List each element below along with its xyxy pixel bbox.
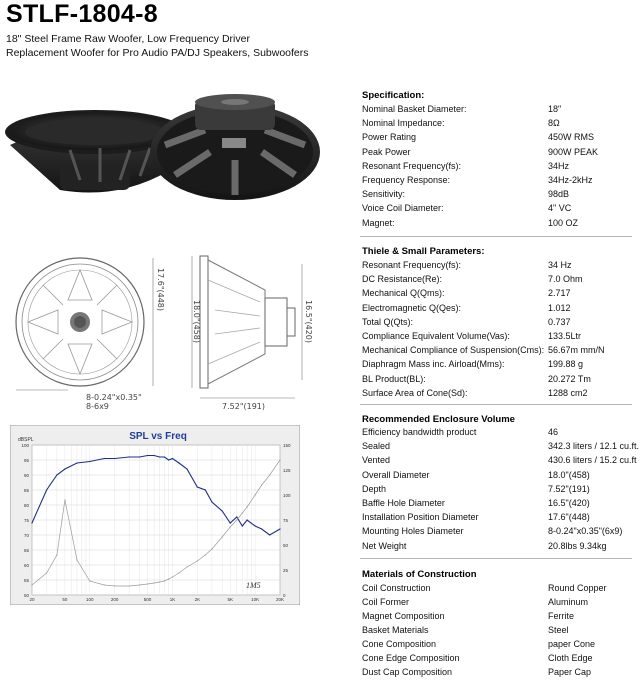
spec-label: Sensitivity: [362,189,406,200]
data-point-spl [236,516,237,517]
spec-value: 4" VC [548,203,572,214]
materials-row [362,639,637,653]
specification-heading: Specification: [362,90,425,101]
enclosure-row [362,455,637,469]
data-point-impedance [269,474,270,475]
thiele-small-row [362,359,637,373]
data-point-spl [104,458,105,459]
data-point-impedance [89,580,90,581]
spec-value: 342.3 liters / 12.1 cu.ft. [548,441,640,452]
spec-label: Resonant Frequency(fs): [362,260,462,270]
spec-value: 7.52"(191) [548,483,590,494]
thiele-small-row [362,303,637,317]
data-point-spl [56,474,57,475]
x-tick-label: 200 [110,597,119,602]
spec-value: 8-0.24"x0.35"(6x9) [548,526,623,537]
y-right-tick-label: 125 [283,468,291,473]
spec-value: 56.67m mm/N [548,345,605,356]
specification-row [362,218,637,232]
x-tick-label: 20 [29,597,35,602]
spec-value: 18.0"(458) [548,469,590,480]
spec-label: Peak Power [362,146,411,157]
spec-label: Coil Construction [362,583,431,593]
spec-label: Cone Composition [362,639,437,649]
spec-label: Resonant Frequency(fs): [362,160,462,171]
spec-label: Total Q(Qts): [362,316,414,327]
materials-row [362,667,637,681]
spec-label: Net Weight [362,540,407,551]
data-point-impedance [186,566,187,567]
thiele-small-row [362,317,637,331]
thiele-small-row [362,374,637,388]
data-point-impedance [31,584,32,585]
data-point-spl [247,519,248,520]
data-point-spl [242,525,243,526]
divider-2 [360,404,632,405]
divider-3 [360,558,632,559]
materials-row [362,653,637,667]
data-point-spl [211,501,212,502]
spec-label: Magnet Composition [362,611,445,621]
enclosure-row [362,498,637,512]
spec-value: 199.88 g [548,359,584,370]
y-left-tick-label: 100 [21,443,29,448]
spec-label: Mechanical Q(Qms): [362,288,445,299]
spec-value: 900W PEAK [548,146,599,157]
spec-label: Electromagnetic Q(Qes): [362,302,462,313]
spec-value: 34Hz-2kHz [548,175,593,185]
spec-value: Aluminum [548,597,589,607]
spec-label: Diaphragm Mass inc. Airload(Mms): [362,359,505,370]
side-baffle-label: 16.5"(420) [304,300,313,344]
spec-value: 100 OZ [548,217,579,228]
spec-value: Ferrite [548,611,575,621]
enclosure-row [362,512,637,526]
data-point-impedance [114,585,115,586]
holes-label-mm: 8-6x9 [86,402,109,411]
data-point-impedance [242,512,243,513]
spec-value: paper Cone [548,639,596,649]
y-left-tick-label: 55 [23,578,29,583]
data-point-spl [147,455,148,456]
front-view-drawing [8,250,168,412]
spec-value: Cloth Edge [548,653,593,663]
spec-label: Vented [362,455,391,466]
data-point-spl [255,525,256,526]
y-left-tick-label: 70 [23,533,29,538]
enclosure-row [362,541,637,555]
side-depth-label: 7.52"(191) [222,402,266,411]
spec-value: 7.0 Ohm [548,274,583,285]
spec-label: Voice Coil Diameter: [362,203,444,214]
data-point-spl [261,528,262,529]
spec-value: Steel [548,625,569,635]
data-point-impedance [56,554,57,555]
data-point-impedance [104,584,105,585]
spl-vs-freq-chart [10,425,300,605]
x-tick-label: 10K [251,597,260,602]
y-left-tick-label: 65 [23,548,29,553]
spec-value: 0.737 [548,316,571,327]
subtitle-line-1: 18" Steel Frame Raw Woofer, Low Frequency Driver [6,33,250,45]
specification-row [362,104,637,118]
specification-row [362,161,637,175]
spec-value: 430.6 liters / 15.2 cu.ft [548,455,637,466]
data-point-spl [64,468,65,469]
spec-value: 450W RMS [548,132,595,143]
data-point-impedance [279,459,280,460]
spec-value: Paper Cap [548,667,592,677]
spec-label: Sealed [362,441,391,452]
specification-row [362,132,637,146]
spec-label: Power Rating [362,132,417,143]
thiele-small-heading: Thiele & Small Parameters: [362,246,485,257]
data-point-spl [164,456,165,457]
chart-ylabel: dBSPL [18,437,34,443]
spec-label: Depth [362,483,387,494]
y-right-tick-label: 75 [283,518,289,523]
data-point-impedance [236,519,237,520]
enclosure-row [362,427,637,441]
spec-value: 20.272 Tm [548,373,591,384]
spec-label: Magnet: [362,217,395,228]
data-point-spl [230,522,231,523]
spec-value: 20.8lbs 9.34kg [548,540,607,551]
spec-label: Surface Area of Cone(Sd): [362,387,468,398]
spec-label: Installation Position Diameter [362,512,479,523]
data-point-impedance [197,560,198,561]
y-right-tick-label: 50 [283,543,289,548]
data-point-impedance [211,548,212,549]
specification-row [362,189,637,203]
data-point-impedance [168,578,169,579]
data-point-impedance [46,572,47,573]
spec-value: 18" [548,104,562,114]
subtitle-line-2: Replacement Woofer for Pro Audio PA/DJ Speakers, Subwoofers [6,47,309,59]
data-point-impedance [247,506,248,507]
y-left-tick-label: 50 [23,593,29,598]
x-tick-label: 5K [227,597,233,602]
chart-signature: 1M5 [246,581,261,590]
enclosure-heading: Recommended Enclosure Volume [362,414,515,425]
thiele-small-row [362,345,637,359]
data-point-spl [205,489,206,490]
materials-row [362,597,637,611]
data-point-impedance [64,499,65,500]
front-height-label: 17.6"(448) [156,268,165,312]
y-left-tick-label: 80 [23,503,29,508]
thiele-small-row [362,288,637,302]
spec-value: 16.5"(420) [548,498,590,508]
x-tick-label: 500 [143,597,152,602]
data-point-spl [222,510,223,511]
data-point-spl [76,462,77,463]
materials-row [362,625,637,639]
x-tick-label: 20K [275,597,285,602]
thiele-small-row [362,388,637,402]
spec-value: Round Copper [548,583,607,593]
enclosure-row [362,441,640,455]
data-point-impedance [178,572,179,573]
data-point-impedance [154,582,155,583]
y-left-tick-label: 60 [23,563,29,568]
woofer-rear-image [150,94,320,200]
data-point-impedance [76,559,77,560]
data-point-spl [269,534,270,535]
spec-label: BL Product(BL): [362,373,426,384]
data-point-spl [159,456,160,457]
enclosure-row [362,470,637,484]
spec-value: 1.012 [548,302,571,313]
data-point-spl [172,458,173,459]
enclosure-row [362,484,637,498]
data-point-spl [178,462,179,463]
materials-heading: Materials of Construction [362,569,477,580]
side-frame-label: 18.0"(458) [192,300,201,344]
data-point-impedance [147,583,148,584]
data-point-spl [129,456,130,457]
specification-row [362,203,637,217]
specification-row [362,175,637,189]
holes-label-inch: 8-0.24"x0.35" [86,393,142,402]
data-point-impedance [205,554,206,555]
spec-label: Compliance Equivalent Volume(Vas): [362,331,510,341]
spec-value: 34 Hz [548,260,572,270]
y-left-tick-label: 95 [23,458,29,463]
spec-value: 133.5Ltr [548,331,582,341]
data-point-spl [154,455,155,456]
spec-value: 34Hz [548,160,570,171]
spec-value: 98dB [548,189,570,200]
product-title: STLF-1804-8 [6,0,158,28]
x-tick-label: 1K [169,597,176,602]
data-point-spl [89,461,90,462]
x-tick-label: 2K [194,597,201,602]
data-point-impedance [139,584,140,585]
data-point-spl [197,486,198,487]
spec-label: Overall Diameter [362,469,430,480]
x-tick-label: 50 [62,597,68,602]
spec-label: Mechanical Compliance of Suspension(Cms): [362,345,545,356]
materials-row [362,611,637,625]
enclosure-row [362,526,637,540]
y-left-tick-label: 85 [23,488,29,493]
spec-value: 46 [548,427,559,437]
data-point-spl [168,459,169,460]
data-point-spl [46,489,47,490]
spec-label: DC Resistance(Re): [362,274,443,285]
y-right-tick-label: 150 [283,443,291,448]
data-point-spl [186,468,187,469]
spec-label: Mounting Holes Diameter [362,526,464,537]
data-point-impedance [172,576,173,577]
data-point-spl [31,522,32,523]
data-point-impedance [159,581,160,582]
spec-label: Baffle Hole Diameter [362,498,445,508]
y-right-tick-label: 25 [283,568,289,573]
spec-label: Basket Materials [362,625,429,635]
thiele-small-row [362,274,637,288]
data-point-impedance [261,484,262,485]
data-point-impedance [164,580,165,581]
divider-1 [360,236,632,237]
thiele-small-row [362,260,637,274]
spec-value: 1288 cm2 [548,387,588,398]
spec-label: Dust Cap Composition [362,667,453,677]
materials-row [362,583,637,597]
data-point-impedance [129,585,130,586]
speaker-product-photo [0,90,330,210]
spec-label: Nominal Basket Diameter: [362,104,467,114]
data-point-spl [139,456,140,457]
y-right-tick-label: 0 [283,593,286,598]
spec-label: Nominal Impedance: [362,118,445,129]
specification-row [362,147,637,161]
data-point-impedance [222,536,223,537]
data-point-spl [279,528,280,529]
spec-value: 17.6"(448) [548,512,590,523]
y-left-tick-label: 90 [23,473,29,478]
spec-label: Cone Edge Composition [362,653,460,663]
data-point-spl [114,458,115,459]
spec-label: Frequency Response: [362,175,451,185]
data-point-impedance [230,526,231,527]
spec-value: 2.717 [548,288,571,299]
chart-title: SPL vs Freq [129,431,187,442]
specification-row [362,118,637,132]
data-point-impedance [255,494,256,495]
y-left-tick-label: 75 [23,518,29,523]
spec-value: 8Ω [548,118,560,129]
spec-label: Coil Former [362,597,410,607]
y-right-tick-label: 100 [283,493,291,498]
thiele-small-row [362,331,637,345]
x-tick-label: 100 [86,597,94,602]
spec-label: Efficiency bandwidth product [362,427,477,437]
